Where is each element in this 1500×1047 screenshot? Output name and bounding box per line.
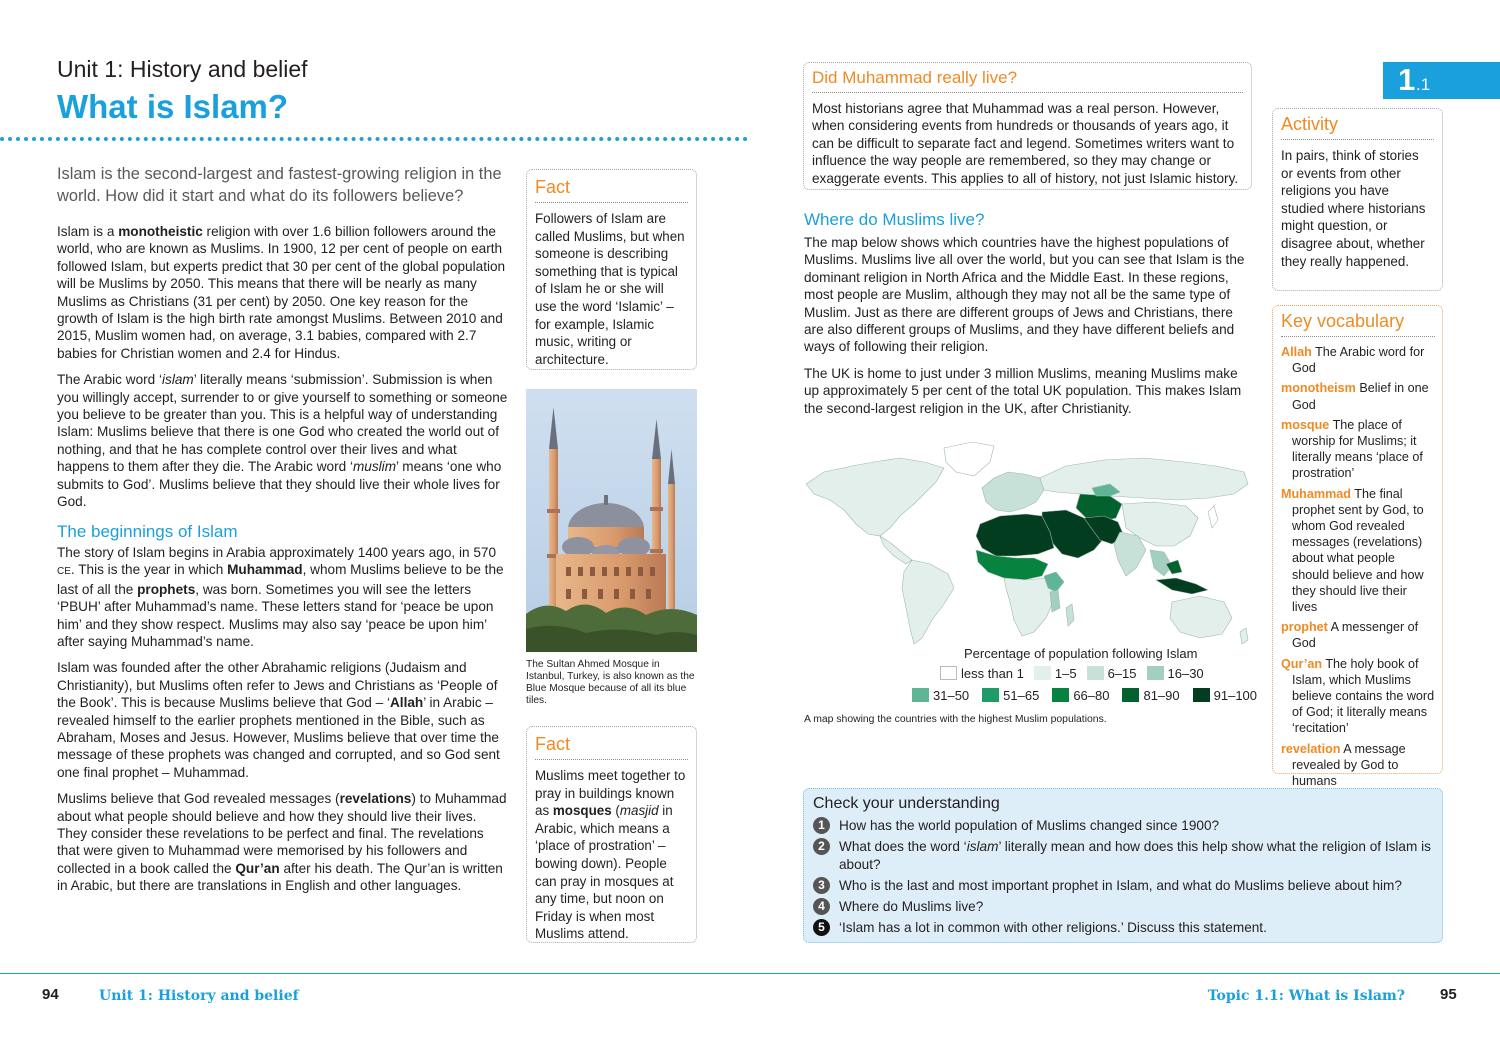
footer-right-page-number: 95 <box>1440 986 1457 1003</box>
badge-subnumber: .1 <box>1416 75 1431 94</box>
body-paragraph-4: Islam was founded after the other Abrahamic religions (Judaism and Christianity), but Muslims often refer to Jews and Christians as ‘People of the Book’. This is because Muslims believe that God – ‘Allah’ in Arabic – revealed himself to the earlier prophets mentioned in the Bible, such as Abraham, Moses and Jesus. However, Muslims believe that over time the message of these prophets was changed and corrupted, and so God sent one final prophet – Muhammad. <box>57 660 500 780</box>
question-number-badge: 3 <box>813 877 830 894</box>
legend-swatch-31-50 <box>912 688 929 702</box>
legend-item: 66–80 <box>1052 688 1109 703</box>
legend-swatch-1-5 <box>1034 666 1051 680</box>
legend-item: 91–100 <box>1193 688 1257 703</box>
key-vocabulary-box <box>1272 305 1443 789</box>
question-text: How has the world population of Muslims changed since 1900? <box>839 818 1220 833</box>
did-live-title: Did Muhammad really live? <box>812 68 1243 93</box>
fact-title: Fact <box>535 177 688 203</box>
fact-text: Muslims meet together to pray in buildings known as mosques (masjid in Arabic, which means a ‘place of prostration’ – bowing down). People can pray in mosques at any time, but noon on Friday is when most Muslims attend. <box>535 768 686 942</box>
photo-caption: The Sultan Ahmed Mosque in Istanbul, Turkey, is also known as the Blue Mosque because of all its blue tiles. <box>526 659 695 706</box>
question-list <box>813 817 1433 937</box>
vocab-term: revelation <box>1281 741 1341 756</box>
legend-item: 6–15 <box>1087 666 1137 681</box>
question-number-badge: 4 <box>813 898 830 915</box>
vocab-term: Qur’an <box>1281 656 1323 671</box>
vocab-definition: The final prophet sent by God, to whom God revealed messages (revelations) about what people should believe and how they should live their lives <box>1292 486 1424 615</box>
vocab-item <box>1281 486 1435 616</box>
fact-title: Fact <box>535 734 688 760</box>
map-legend-row-1 <box>940 666 1204 681</box>
vocab-item <box>1281 741 1435 790</box>
vocab-item <box>1281 344 1435 376</box>
legend-swatch-6-15 <box>1087 666 1104 680</box>
activity-text: In pairs, think of stories or events from other religions you have studied where historians might question, or disagree about, whether they really happened. <box>1281 148 1426 269</box>
where-body <box>804 234 1250 426</box>
vocab-term: prophet <box>1281 620 1328 635</box>
subhead-beginnings: The beginnings of Islam <box>57 521 238 541</box>
world-map-svg <box>804 432 1252 652</box>
legend-item: 31–50 <box>912 688 969 703</box>
body-paragraph-3: The story of Islam begins in Arabia approximately 1400 years ago, in 570 CE. This is the year in which Muhammad, whom Muslims believe to be the last of all the prophets, was born. Sometimes you will see the letters ‘PBUH’ after Muhammad’s name. These letters stand for ‘peace be upon him’ and they show respect. Muslims may also say ‘peace be upon him’ after saying Muhammad’s name. <box>57 544 504 649</box>
vocab-definition: Belief in one God <box>1292 381 1429 412</box>
fact-box-2 <box>526 726 697 943</box>
check-title: Check your understanding <box>813 795 1000 812</box>
activity-title: Activity <box>1281 114 1434 140</box>
footer-left-page-number: 94 <box>42 986 59 1003</box>
body-paragraph-2: The Arabic word ‘islam’ literally means ‘submission’. Submission is when you willingly accept, surrender to or give yourself to something or someone you believe to be greater than you. This is a helpful way of understanding Islam: Muslims believe that there is one God who created the world out of nothing, and that he has complete control over their lives and what happens to them after they die. The Arabic word ‘muslim’ means ‘one who submits to God’. Muslims believe that they should live their whole lives for God. <box>57 372 508 510</box>
vocab-item <box>1281 380 1435 412</box>
legend-item: 1–5 <box>1034 666 1077 681</box>
vocab-definition: A messenger of God <box>1292 620 1419 651</box>
question-item <box>813 898 1433 916</box>
vocab-term: Allah <box>1281 345 1312 359</box>
legend-swatch-51-65 <box>982 688 999 702</box>
legend-swatch-16-30 <box>1147 666 1164 680</box>
legend-item: 51–65 <box>982 688 1039 703</box>
vocab-term: monotheism <box>1281 381 1356 396</box>
legend-swatch-less-than-1 <box>940 666 957 680</box>
question-number-badge: 5 <box>813 919 830 936</box>
activity-box <box>1272 108 1443 291</box>
legend-item: 16–30 <box>1147 666 1204 681</box>
world-map <box>804 432 1252 652</box>
mosque-photo <box>526 389 697 652</box>
question-text: Who is the last and most important prophet in Islam, and what do Muslims believe about him? <box>839 878 1402 893</box>
question-item <box>813 817 1433 835</box>
question-item <box>813 877 1433 895</box>
badge-number: 1 <box>1398 62 1416 97</box>
body-paragraph-5: Muslims believe that God revealed messages (revelations) to Muhammad about what people should believe and how they should live their lives. They consider these revelations to be perfect and final. The revelations that were given to Muhammad were memorised by his followers and collected in a book called the Qur’an after his death. The Qur’an is written in Arabic, but there are translations in English and other languages. <box>57 791 507 894</box>
vocab-definition: The Arabic word for God <box>1292 345 1425 376</box>
legend-item: 81–90 <box>1122 688 1179 703</box>
vocab-item <box>1281 656 1435 737</box>
vocab-definition: The holy book of Islam, which Muslims believe contains the word of God; it literally means ‘recitation’ <box>1292 656 1435 736</box>
vocab-term: Muhammad <box>1281 486 1351 501</box>
vocab-item <box>1281 417 1435 482</box>
page-title: What is Islam? <box>57 88 289 125</box>
footer-rule <box>0 973 1500 974</box>
body-paragraph-1: Islam is a monotheistic religion with over 1.6 billion followers around the world, who are known as Muslims. In 1900, 12 per cent of people on earth followed Islam, but experts predict that 30 per cent of the global population will be Muslims by 2050. This means that there will be nearly as many Muslims as Christians (31 per cent) by 2050. One key reason for the growth of Islam is the high birth rate amongst Muslims. Between 2010 and 2015, Muslim women had, on average, 3.1 babies, compared with 2.7 babies for Christian women and 2.4 for Hindus. <box>57 224 506 361</box>
vocab-item <box>1281 619 1435 651</box>
fact-box-1 <box>526 169 697 370</box>
map-legend-title: Percentage of population following Islam <box>964 646 1198 661</box>
legend-swatch-81-90 <box>1122 688 1139 702</box>
map-legend-row-2 <box>912 688 1257 703</box>
title-dotted-rule <box>0 137 748 141</box>
legend-swatch-91-100 <box>1193 688 1210 702</box>
question-item <box>813 919 1433 937</box>
vocab-definition: A message revealed by God to humans <box>1292 741 1406 789</box>
question-item <box>813 838 1433 874</box>
question-text: ‘Islam has a lot in common with other religions.’ Discuss this statement. <box>839 920 1267 935</box>
question-text: What does the word ‘islam’ literally mean and how does this help show what the religion of Islam is about? <box>839 839 1431 872</box>
footer-left-unit: Unit 1: History and belief <box>99 988 299 1004</box>
fact-text: Followers of Islam are called Muslims, but when someone is describing something that is typical of Islam he or she will use the word ‘Islamic’ – for example, Islamic music, writing or architecture. <box>535 211 685 367</box>
check-understanding-box <box>803 788 1443 943</box>
where-paragraph-1: The map below shows which countries have the highest populations of Muslims. Muslims live all over the world, but you can see that Islam is the dominant religion in North Africa and the Middle East. In these regions, most people are Muslim, although they may not all be the same type of Muslim. Just as there are different groups of Jews and Christians, there are also different groups of Muslims, and they have different beliefs and ways of following their religion. <box>804 235 1245 355</box>
legend-item: less than 1 <box>940 666 1024 681</box>
question-number-badge: 2 <box>813 838 830 855</box>
footer-right-topic: Topic 1.1: What is Islam? <box>1207 988 1405 1004</box>
vocab-definition: The place of worship for Muslims; it literally means ‘place of prostration’ <box>1292 417 1423 481</box>
subhead-where: Where do Muslims live? <box>804 210 985 229</box>
vocab-term: mosque <box>1281 417 1330 432</box>
legend-swatch-66-80 <box>1052 688 1069 702</box>
question-text: Where do Muslims live? <box>839 899 984 914</box>
topic-badge <box>1383 62 1500 99</box>
did-muhammad-live-box <box>803 62 1252 190</box>
question-number-badge: 1 <box>813 817 830 834</box>
vocab-list <box>1281 344 1435 789</box>
vocab-title: Key vocabulary <box>1281 311 1435 337</box>
intro-text: Islam is the second-largest and fastest-growing religion in the world. How did it start and what do its followers believe? <box>57 165 502 205</box>
main-body <box>57 223 509 904</box>
map-caption: A map showing the countries with the highest Muslim populations. <box>804 714 1107 725</box>
did-live-text: Most historians agree that Muhammad was a real person. However, when considering events from hundreds or thousands of years ago, it can be difficult to separate fact and legend. Sometimes writers want to influence the way people are remembered, so they may change or exaggerate events. This applies to all of history, not just Islamic history. <box>812 101 1239 186</box>
where-paragraph-2: The UK is home to just under 3 million Muslims, meaning Muslims make up approximately 5 per cent of the total UK population. This makes Islam the second-largest religion in the UK, after Christianity. <box>804 365 1242 416</box>
unit-title: Unit 1: History and belief <box>57 56 308 82</box>
mosque-illustration <box>526 389 697 652</box>
